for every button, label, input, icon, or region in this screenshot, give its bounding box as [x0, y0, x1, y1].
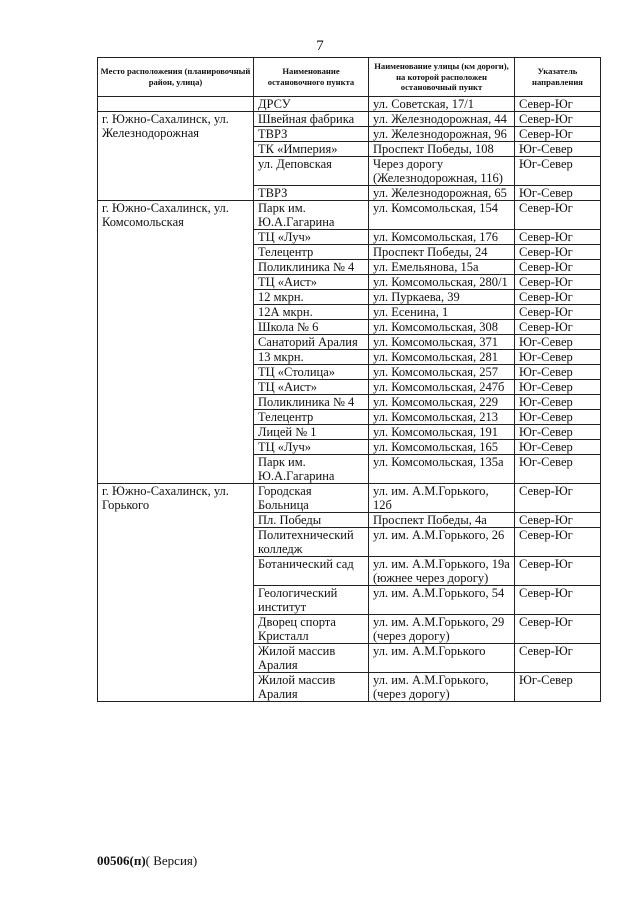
location-cell: г. Южно-Сахалинск, ул. Комсомольская [98, 200, 254, 483]
direction-cell: Север-Юг [515, 229, 601, 244]
stop-name-cell: ТЦ «Аист» [254, 274, 369, 289]
direction-cell: Север-Юг [515, 259, 601, 274]
street-cell: ул. Комсомольская, 191 [369, 424, 515, 439]
table-header-row [98, 58, 601, 97]
header-stop: Наименование остановочного пункта [254, 58, 369, 97]
stop-name-cell: ул. Деповская [254, 156, 369, 185]
direction-cell: Юг-Север [515, 185, 601, 200]
header-direction: Указатель направления [515, 58, 601, 97]
direction-cell: Север-Юг [515, 200, 601, 229]
stop-name-cell: ДРСУ [254, 96, 369, 111]
document-version: ( Версия) [145, 853, 198, 868]
street-cell: ул. Есенина, 1 [369, 304, 515, 319]
street-cell: Проспект Победы, 108 [369, 141, 515, 156]
street-cell: ул. им. А.М.Горького, 12б [369, 483, 515, 512]
stop-name-cell: ТЦ «Столица» [254, 364, 369, 379]
stop-name-cell: Политехнический колледж [254, 527, 369, 556]
stop-name-cell: Поликлиника № 4 [254, 259, 369, 274]
header-location: Место расположения (планировочный район, улица) [98, 58, 254, 97]
table-row [98, 483, 601, 512]
location-cell: г. Южно-Сахалинск, ул. Горького [98, 483, 254, 701]
direction-cell: Юг-Север [515, 424, 601, 439]
stop-name-cell: Швейная фабрика [254, 111, 369, 126]
street-cell: ул. Пуркаева, 39 [369, 289, 515, 304]
stop-name-cell: Телецентр [254, 244, 369, 259]
direction-cell: Юг-Север [515, 141, 601, 156]
stop-name-cell: ТЦ «Луч» [254, 439, 369, 454]
location-cell [98, 96, 254, 111]
direction-cell: Север-Юг [515, 512, 601, 527]
street-cell: ул. Комсомольская, 371 [369, 334, 515, 349]
stop-name-cell: 12А мкрн. [254, 304, 369, 319]
stop-name-cell: Поликлиника № 4 [254, 394, 369, 409]
direction-cell: Юг-Север [515, 379, 601, 394]
document-code: 00506(п) [97, 853, 146, 868]
direction-cell: Север-Юг [515, 96, 601, 111]
table-body [98, 96, 601, 701]
street-cell: ул. Комсомольская, 229 [369, 394, 515, 409]
street-cell: ул. им. А.М.Горького, 29 (через дорогу) [369, 614, 515, 643]
street-cell: ул. Комсомольская, 135а [369, 454, 515, 483]
stop-name-cell: Парк им. Ю.А.Гагарина [254, 200, 369, 229]
header-street: Наименование улицы (км дороги), на которой расположен остановочный пункт [369, 58, 515, 97]
stop-name-cell: ТЦ «Аист» [254, 379, 369, 394]
direction-cell: Юг-Север [515, 364, 601, 379]
street-cell: Проспект Победы, 4а [369, 512, 515, 527]
stop-name-cell: Ботанический сад [254, 556, 369, 585]
street-cell: ул. Комсомольская, 213 [369, 409, 515, 424]
street-cell: Проспект Победы, 24 [369, 244, 515, 259]
table-row [98, 200, 601, 229]
stop-name-cell: Парк им. Ю.А.Гагарина [254, 454, 369, 483]
street-cell: ул. Железнодорожная, 44 [369, 111, 515, 126]
direction-cell: Север-Юг [515, 643, 601, 672]
street-cell: ул. им. А.М.Горького, 19а (южнее через дорогу) [369, 556, 515, 585]
bus-stops-table [97, 57, 601, 702]
street-cell: ул. им. А.М.Горького [369, 643, 515, 672]
page-number: 7 [316, 38, 324, 54]
stop-name-cell: Телецентр [254, 409, 369, 424]
street-cell: ул. Комсомольская, 247б [369, 379, 515, 394]
street-cell: ул. Комсомольская, 165 [369, 439, 515, 454]
stop-name-cell: Школа № 6 [254, 319, 369, 334]
street-cell: ул. Комсомольская, 176 [369, 229, 515, 244]
street-cell: ул. им. А.М.Горького, (через дорогу) [369, 672, 515, 701]
street-cell: ул. Советская, 17/1 [369, 96, 515, 111]
direction-cell: Север-Юг [515, 126, 601, 141]
direction-cell: Север-Юг [515, 483, 601, 512]
street-cell: ул. Железнодорожная, 65 [369, 185, 515, 200]
stop-name-cell: ТВРЗ [254, 185, 369, 200]
direction-cell: Юг-Север [515, 156, 601, 185]
direction-cell: Север-Юг [515, 304, 601, 319]
stop-name-cell: Дворец спорта Кристалл [254, 614, 369, 643]
document-footer [97, 853, 197, 869]
stop-name-cell: ТЦ «Луч» [254, 229, 369, 244]
stop-name-cell: 12 мкрн. [254, 289, 369, 304]
street-cell: ул. Комсомольская, 281 [369, 349, 515, 364]
street-cell: ул. Емельянова, 15а [369, 259, 515, 274]
street-cell: ул. Комсомольская, 280/1 [369, 274, 515, 289]
direction-cell: Юг-Север [515, 439, 601, 454]
street-cell: ул. Комсомольская, 257 [369, 364, 515, 379]
direction-cell: Юг-Север [515, 334, 601, 349]
stop-name-cell: ТВРЗ [254, 126, 369, 141]
direction-cell: Юг-Север [515, 454, 601, 483]
direction-cell: Север-Юг [515, 614, 601, 643]
stop-name-cell: Городская Больница [254, 483, 369, 512]
direction-cell: Юг-Север [515, 394, 601, 409]
stop-name-cell: Геологический институт [254, 585, 369, 614]
street-cell: ул. им. А.М.Горького, 54 [369, 585, 515, 614]
direction-cell: Север-Юг [515, 319, 601, 334]
direction-cell: Север-Юг [515, 289, 601, 304]
location-cell: г. Южно-Сахалинск, ул. Железнодорожная [98, 111, 254, 200]
street-cell: Через дорогу (Железнодорожная, 116) [369, 156, 515, 185]
direction-cell: Север-Юг [515, 527, 601, 556]
direction-cell: Север-Юг [515, 274, 601, 289]
direction-cell: Север-Юг [515, 585, 601, 614]
stop-name-cell: ТК «Империя» [254, 141, 369, 156]
stop-name-cell: Лицей № 1 [254, 424, 369, 439]
direction-cell: Юг-Север [515, 409, 601, 424]
direction-cell: Север-Юг [515, 111, 601, 126]
street-cell: ул. Железнодорожная, 96 [369, 126, 515, 141]
stop-name-cell: 13 мкрн. [254, 349, 369, 364]
stop-name-cell: Пл. Победы [254, 512, 369, 527]
direction-cell: Юг-Север [515, 672, 601, 701]
stop-name-cell: Жилой массив Аралия [254, 672, 369, 701]
table-row [98, 111, 601, 126]
direction-cell: Юг-Север [515, 349, 601, 364]
stop-name-cell: Санаторий Аралия [254, 334, 369, 349]
street-cell: ул. Комсомольская, 308 [369, 319, 515, 334]
street-cell: ул. Комсомольская, 154 [369, 200, 515, 229]
direction-cell: Север-Юг [515, 244, 601, 259]
stop-name-cell: Жилой массив Аралия [254, 643, 369, 672]
direction-cell: Север-Юг [515, 556, 601, 585]
street-cell: ул. им. А.М.Горького, 26 [369, 527, 515, 556]
table-row [98, 96, 601, 111]
